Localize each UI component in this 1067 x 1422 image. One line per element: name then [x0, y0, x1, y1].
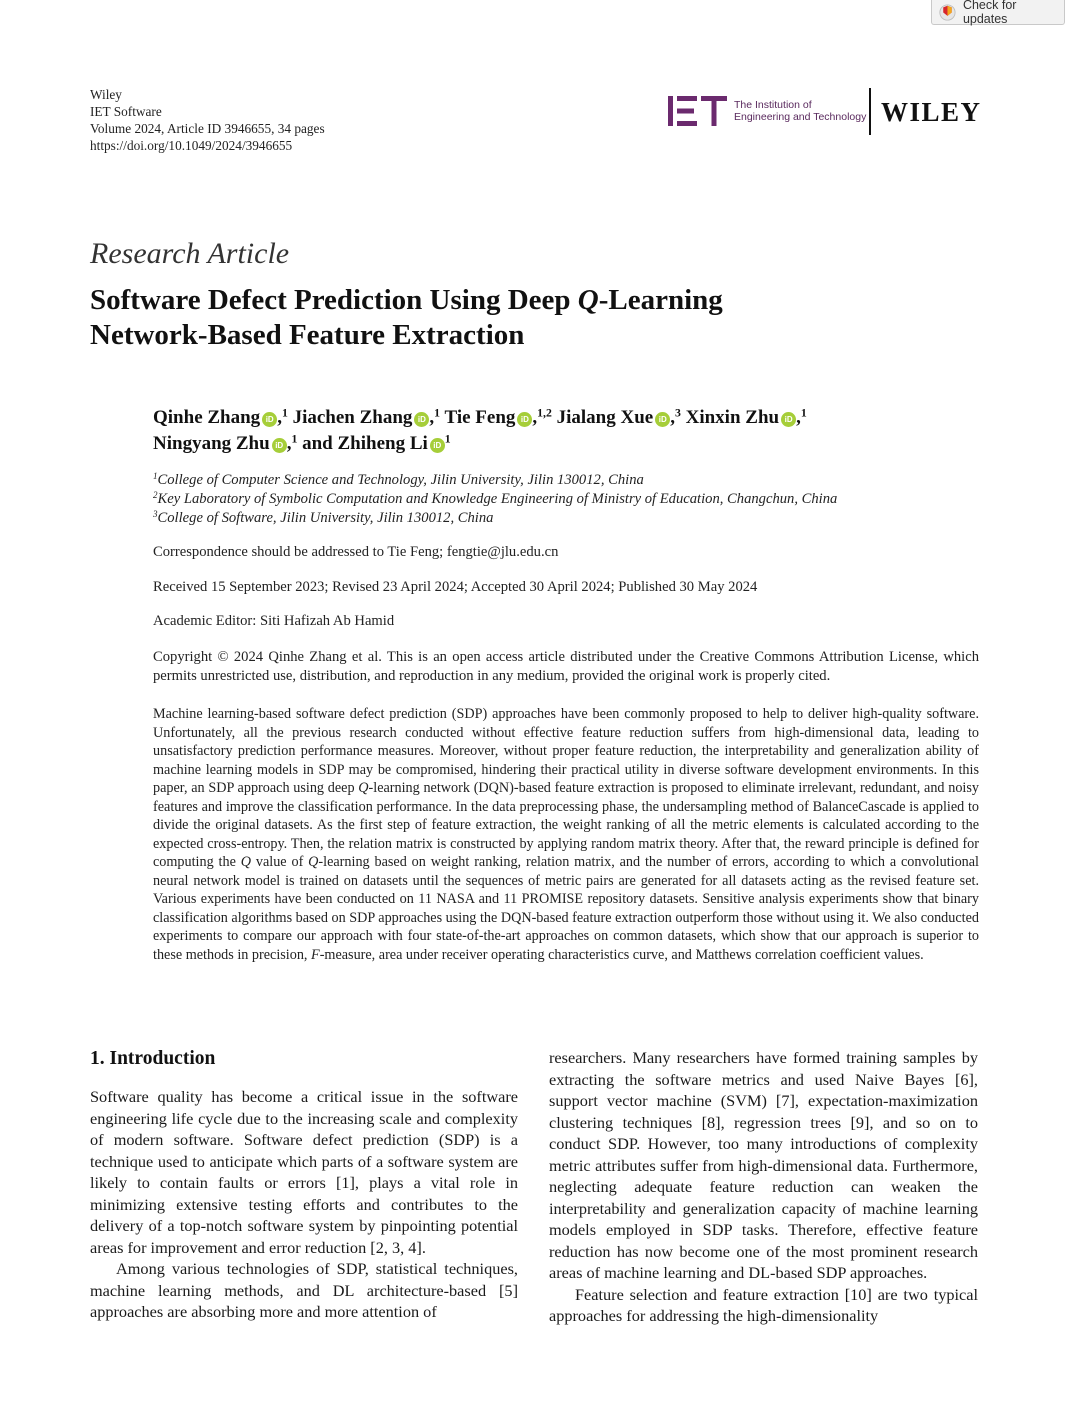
wiley-logo: WILEY: [881, 97, 982, 127]
orcid-icon[interactable]: iD: [272, 438, 287, 453]
logo-divider: [869, 88, 871, 135]
copyright-notice: Copyright © 2024 Qinhe Zhang et al. This is an open access article distributed under the Creative Commons Attribution License, which permits unrestricted use, distribution, and reproduction in any medium, provided the original work is properly cited.: [153, 649, 979, 684]
article-type: Research Article: [90, 237, 290, 270]
paragraph: Software quality has become a critical issue in the software engineering life cycle due to the increasing scale and complexity of modern software. Software defect prediction (SDP) is a technique used to anticipate which parts of a software system are likely to contain faults or errors [1], plays a vital role in minimizing extensive testing efforts and contributes to the delivery of a top-notch software system by pinpointing potential areas for improvement and error reduction [2, 3, 4].: [90, 1087, 518, 1257]
affiliation: $^2$Key Laboratory of Symbolic Computation and Knowledge Engineering of Ministry of Education, Changchun, China: [153, 490, 838, 507]
affiliations: [153, 471, 837, 528]
orcid-icon[interactable]: iD: [430, 438, 445, 453]
orcid-icon[interactable]: iD: [517, 412, 532, 427]
doi-link[interactable]: https://doi.org/10.1049/2024/3946655: [90, 138, 293, 153]
iet-logo: [668, 95, 866, 127]
orcid-icon[interactable]: iD: [262, 412, 277, 427]
iet-logo-text: The Institution of Engineering and Technology: [734, 99, 867, 123]
article-title: Software Defect Prediction Using Deep Q-Learning Network-Based Feature Extraction: [90, 284, 723, 351]
paragraph: Feature selection and feature extraction [10] are two typical approaches for addressing the high-dimensionality: [549, 1284, 978, 1325]
correspondence: Correspondence should be addressed to Tie Feng; fengtie@jlu.edu.cn: [153, 544, 559, 560]
intro-right-column: [549, 1047, 978, 1327]
journal-name: IET Software: [90, 104, 162, 119]
academic-editor: Academic Editor: Siti Hafizah Ab Hamid: [153, 613, 395, 629]
iet-mark-icon: [668, 95, 728, 127]
author-list: [153, 405, 983, 457]
author[interactable]: Jiachen Zhang iD ,$^1$: [292, 406, 441, 428]
author[interactable]: Ningyang Zhu iD ,$^1$: [153, 432, 298, 454]
check-for-updates-label: Check for updates: [962, 0, 1017, 26]
orcid-icon[interactable]: iD: [655, 412, 670, 427]
author[interactable]: Tie Feng iD ,$^{1,2}$: [444, 406, 552, 428]
author[interactable]: Jialang Xue iD ,$^3$: [556, 406, 681, 428]
intro-left-column: [90, 1086, 518, 1323]
orcid-icon[interactable]: iD: [781, 412, 796, 427]
author[interactable]: Qinhe Zhang iD ,$^1$: [153, 406, 288, 428]
paragraph: researchers. Many researchers have formed training samples by extracting the software metrics and used Naive Bayes [6], support vector machine (SVM) [7], expectation-maximization clustering techniques [8], regression trees [9], and so on to conduct SDP. However, too many introductions of complexity metric attributes suffer from high-dimensional data. Furthermore, neglecting adequate feature reduction can weaken the interpretability and generalization capacity of machine learning models employed in SDP tasks. Therefore, effective feature reduction has now become one of the most prominent research areas of machine learning and DL-based SDP approaches.: [549, 1048, 978, 1282]
affiliation: $^3$College of Software, Jilin University, Jilin 130012, China: [153, 509, 494, 526]
check-updates-icon: [939, 4, 956, 21]
author[interactable]: Xinxin Zhu iD ,$^1$: [685, 406, 807, 428]
author[interactable]: Zhiheng Li iD $^1$: [337, 432, 451, 454]
abstract: Machine learning-based software defect prediction (SDP) approaches have been commonly proposed to help to deliver high-quality software. Unfortunately, all the previous research conducted without effective feature reduction suffers from high-dimensional data, leading to unsatisfactory prediction performance measures. Moreover, without proper feature reduction, the interpretability and generalization ability of machine learning models in SDP may be compromised, hindering their practical utility in diverse software development environments. In this paper, an SDP approach using deep Q-learning network (DQN)-based feature extraction is proposed to eliminate irrelevant, redundant, and noisy features and improve the classification performance. In the data preprocessing phase, the undersampling method of BalanceCascade is applied to divide the original datasets. As the first step of feature extraction, the weight ranking of all the metric elements is calculated according to the expected cross-entropy. Then, the relation matrix is constructed by applying random matrix theory. After that, the reward principle is defined for computing the Q value of Q-learning based on weight ranking, relation matrix, and the number of errors, according to which a convolutional neural network model is trained on datasets until the sequences of metric pairs are generated for all datasets acting as the revised feature set. Various experiments have been conducted on 11 NASA and 11 PROMISE repository datasets. Sensitive analysis experiments show that binary classification algorithms based on SDP approaches using the DQN-based feature extraction outperform those without using it. We also conducted experiments to compare our approach with four state-of-the-art approaches on common datasets, which show that our approach is superior to these methods in precision, F-measure, area under receiver operating characteristics curve, and Matthews correlation coefficient values.: [153, 706, 979, 963]
author-and: and: [302, 433, 333, 454]
journal-meta: [90, 86, 325, 154]
check-for-updates-button[interactable]: [931, 0, 1065, 25]
volume-line: Volume 2024, Article ID 3946655, 34 pages: [90, 121, 325, 136]
publication-dates: Received 15 September 2023; Revised 23 April 2024; Accepted 30 April 2024; Published 30 May 2024: [153, 579, 758, 595]
publisher-name: Wiley: [90, 87, 122, 102]
paragraph: Among various technologies of SDP, statistical techniques, machine learning methods, and DL architecture-based [5] approaches are absorbing more and more attention of: [90, 1259, 518, 1321]
orcid-icon[interactable]: iD: [414, 412, 429, 427]
section-heading: 1. Introduction: [90, 1048, 216, 1069]
affiliation: $^1$College of Computer Science and Technology, Jilin University, Jilin 130012, China: [153, 471, 644, 488]
